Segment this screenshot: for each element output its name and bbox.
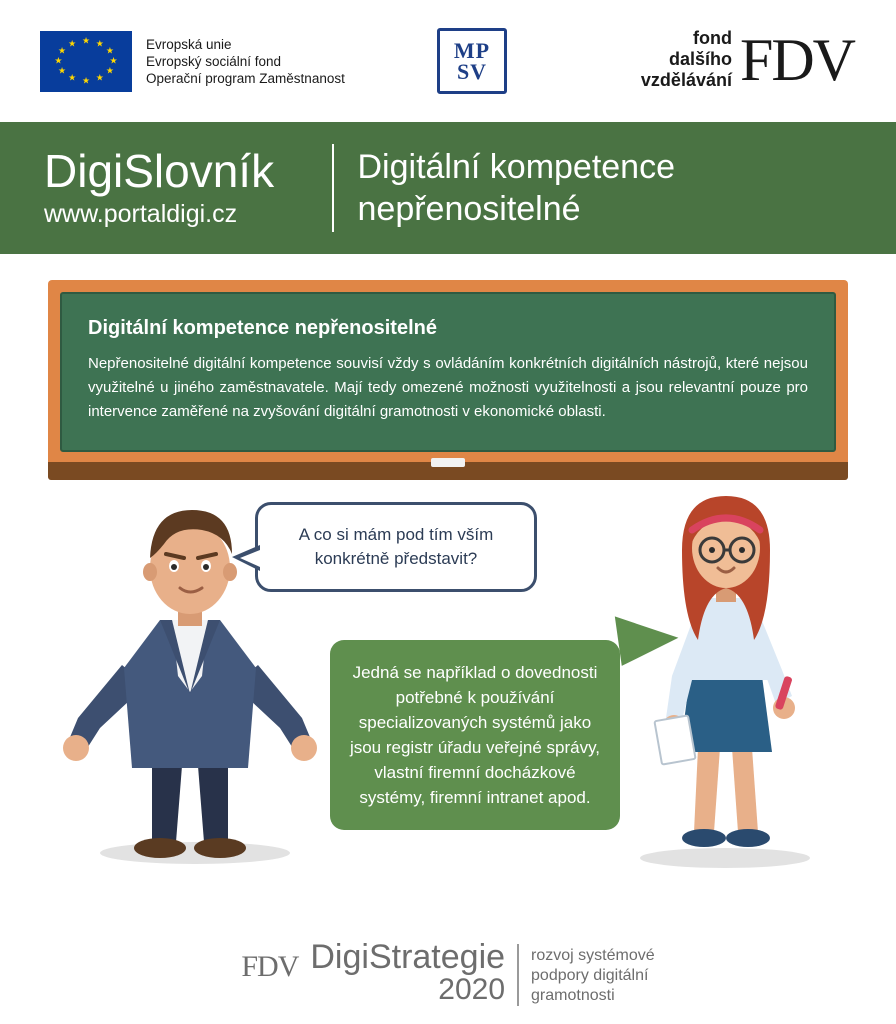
footer-fdv-monogram: FDV — [241, 950, 299, 983]
title-band — [0, 122, 896, 254]
mpsv-logo — [437, 28, 507, 94]
blackboard-surface — [60, 292, 836, 452]
eu-text-line2: Evropský sociální fond — [146, 53, 282, 69]
answer-speech-bubble — [330, 640, 620, 830]
logo-bar — [0, 0, 896, 122]
chalk-icon — [431, 458, 465, 467]
footer-tagline-line1: rozvoj systémové — [531, 947, 655, 964]
footer-divider — [517, 944, 519, 1006]
blackboard-frame — [48, 280, 848, 480]
fdv-line1: fond — [692, 28, 732, 48]
brand-url[interactable]: www.portaldigi.cz — [44, 200, 238, 228]
question-bubble-text: A co si mám pod tím vším konkrétně představit? — [298, 525, 494, 568]
characters-scene — [0, 480, 896, 900]
blackboard-section — [0, 254, 896, 480]
blackboard-heading: Digitální kompetence nepřenositelné — [88, 317, 437, 339]
footer-tagline-line2: podpory digitální — [531, 967, 649, 984]
eu-flag-icon: ★ ★ ★ ★ ★ ★ ★ ★ ★ ★ ★ ★ — [40, 31, 132, 92]
footer-program-block — [310, 940, 505, 1006]
fdv-logo-words — [641, 28, 732, 91]
eu-text-line3: Operační program Zaměstnanost — [146, 70, 345, 86]
eu-logo-block — [40, 31, 345, 92]
footer — [0, 940, 896, 1006]
mpsv-line2: SV — [456, 59, 488, 84]
fdv-logo — [641, 28, 854, 91]
mpsv-line1: MP — [453, 38, 491, 63]
answer-bubble-tail — [615, 608, 681, 666]
footer-tagline — [531, 940, 655, 1006]
question-bubble-tail-inner — [240, 550, 260, 567]
question-speech-bubble — [255, 502, 537, 592]
answer-bubble-text: Jedná se například o dovednosti potřebné k používání specializovaných systémů jako jsou registr úřadu veřejné správy, vlastní firemní docházkové systémy, firemní intranet apod. — [349, 663, 601, 807]
woman-teacher-character — [620, 480, 840, 880]
band-divider — [332, 144, 334, 232]
page-title: Digitální kompetence nepřenositelné — [357, 148, 676, 228]
fdv-line3: vzdělávání — [640, 70, 732, 90]
blackboard-ledge — [48, 462, 848, 480]
eu-text-line1: Evropská unie — [146, 36, 232, 52]
fdv-line2: dalšího — [668, 49, 732, 69]
brand-name: DigiSlovník — [44, 145, 275, 197]
brand-block — [44, 146, 332, 230]
fdv-monogram: FDV — [739, 26, 854, 93]
footer-program-name: DigiStrategie — [310, 938, 506, 976]
footer-program-year: 2020 — [438, 973, 506, 1006]
footer-tagline-line3: gramotnosti — [531, 987, 615, 1004]
blackboard-body: Nepřenositelné digitální kompetence souvisí vždy s ovládáním konkrétních digitálních nástrojů, které nejsou využitelné u jiného zaměstnavatele. Mají tedy omezené možnosti využitelnosti a jsou relevantní pouze pro intervence zaměřené na zvyšování digitální gramotnosti v ekonomické oblasti. — [88, 355, 808, 420]
eu-logo-text — [146, 36, 345, 87]
